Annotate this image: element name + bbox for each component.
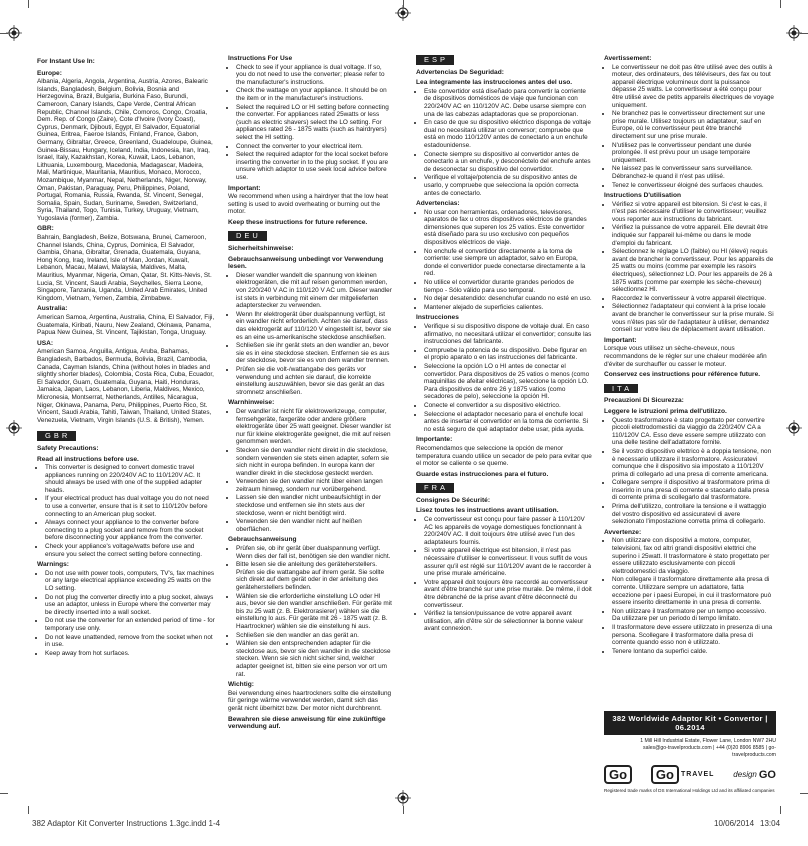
section-heading: Leggere le istruzioni prima dell'utilizzo. [604, 407, 727, 415]
list-item: • Tenere lontano da superfici calde. [612, 648, 774, 656]
trim-mark [28, 0, 29, 8]
list-item: • Verwenden sie den wandler nicht auf heißen oberflächen. [236, 518, 393, 533]
trademark-notice: Registered trade marks of DS International Holdings Ltd and its affiliated companies [604, 788, 775, 793]
language-label: DEU [228, 231, 267, 241]
list-item: • Le convertisseur ne doit pas être utilisé avec des outils à moteur, des ordinateurs, des téléviseurs, des fax ou tout appareil électrique volumineux dont la puissance dépasse 25 watts. Le convertisseur a été conçu pour être utilisé avec de petits appareils électriques de voyage uniquement. [612, 64, 774, 110]
design-go-logo [733, 769, 776, 781]
region-title: Europe: [37, 69, 62, 77]
list-item: • Prima dell'utilizzo, controllare la tensione e il wattaggio del vostro dispositivo ed assicuratevi di avere selezionato l'impostazione corretta prima di collegarlo. [612, 503, 774, 526]
list-item: • Conecte siempre su dispositivo al convertidor antes de conectarlo a un enchufe, y desconéctelo del enchufe antes de desconectar su dispositivo del convertidor. [424, 151, 592, 174]
bullet-list [604, 201, 774, 334]
list-item: • Do not use the converter for an extended period of time - for temporary use only. [45, 617, 215, 632]
list-item: • Se il vostro dispositivo elettrico è a doppia tensione, non è necessario utilizzare il trasformatore. Assicuratevi comunque che il dispositivo sia impostato a 110/120V prima di collegarlo ad una presa di corrente americana. [612, 448, 774, 478]
section-heading: Gebrauchsanweisung unbedingt vor Verwendung lesen. [228, 255, 384, 271]
list-item: • No enchufe el convertidor directamente a la toma de corriente: use siempre un adaptador, salvo en Europa, donde el convertidor puede conectarse directamente a la red. [424, 248, 592, 278]
trim-mark [28, 806, 29, 814]
region-countries: American Samoa, Anguilla, Antigua, Aruba, Bahamas, Bangladesh, Barbados, Bermuda, Bolivia, Brazil, Cambodia, Canada, Cayman Islands, China (without holes in blades and slightly shorter blades), Colombia, Costa Rica, Cuba, Ecuador, El Salvador, Guam, Guatemala, Guyana, Haiti, Honduras, Jamaica, Japan, Laos, Lebanon, Liberia, Maldives, Mexico, Micronesia, Montserrat, Netherlands, Antilles, Nicaragua, Niger, Okinawa, Panama, Peru, Philippines, Puerto Rico, St. Vincent, Saudi Arabia, Tahiti, Taiwan, Thailand, United States, Venezuela, Vietnam, Virgin Islands (U.S. & British), Yemen. [37, 348, 214, 424]
list-item: • Dieser wandler wandelt die spannung von kleinen elektrogeräten, die mit auf reisen genommen werden, von 220/240 V AC in 110/120 V AC um. Dieser wandler ist stets in verbindung mit einem der mitgelieferten adapterstecker zu verwenden. [236, 272, 393, 310]
list-item: • Do not use with power tools, computers, TV's, fax machines or any large electrical appliance exceeding 25 watts on the LO setting. [45, 570, 215, 593]
list-item: • Ne laissez pas le convertisseur sans surveillance. Débranchez-le quand il n'est pas utilisé. [612, 165, 774, 180]
section-heading: Read all instructions before use. [37, 455, 139, 463]
list-item: • Votre appareil doit toujours être raccordé au convertisseur avant d'être branché sur une prise murale. De même, il doit être débranché de la prise avant d'être déconnecté du convertisseur. [424, 579, 592, 609]
list-item: • Do not leave unattended, remove from the socket when not in use. [45, 634, 215, 649]
list-item: • Il trasformatore deve essere utilizzato in presenza di una persona. Scollegare il trasformatore dalla presa di corrente quando esso non è utilizzato. [612, 624, 774, 647]
region-countries: American Samoa, Argentina, Australia, China, El Salvador, Fiji, Guatemala, Kiribati, Nauru, New Zealand, Okinawa, Panama, Papua New Guinea, St. Vincent, Tajikistan, Tonga, Uruguay. [37, 314, 215, 337]
list-item: • Compruebe la potencia de su dispositivo. Debe figurar en el propio aparato o en las instrucciones del fabricante. [424, 347, 592, 362]
bullet-list [228, 64, 393, 182]
column-english-german [228, 55, 393, 732]
section-heading: Conservez ces instructions pour référence future. [604, 371, 761, 379]
language-label: GBR [37, 431, 76, 441]
product-banner: 382 Worldwide Adaptor Kit • Convertor | 06.2014 [604, 711, 776, 735]
list-item: • Prüfen sie, ob ihr gerät über dualspannung verfügt. Wenn dies der fall ist, benötigen sie den wandler nicht. [236, 545, 393, 560]
list-item: • Do not plug the converter directly into a plug socket, always use an adaptor, unless in Europe where the converter may be directly inserted into a wall socket. [45, 594, 215, 617]
trim-mark [403, 0, 404, 8]
bullet-list [37, 570, 215, 658]
bullet-list [416, 516, 592, 633]
travel-wordmark: TRAVEL [680, 771, 715, 778]
list-item: • Wählen sie die erforderliche einstellung LO oder HI aus, bevor sie den wandler anschließen. Für geräte mit bis zu 25 watt (z. B. Elektrorasierer) wählen sie die einstellung lo aus. Für geräte mit 26 - 1875 watt (z. B. Haartrockner) wählen sie die einstellung hi aus. [236, 593, 393, 631]
section-heading: Warnings: [37, 561, 69, 569]
list-item: • Non utilizzare il trasformatore per un tempo eccessivo. Da utilizzare per un periodo di tempo limitato. [612, 608, 774, 623]
list-item: • Si votre appareil électrique est bitension, il n'est pas nécessaire d'utiliser le convertisseur. Il vous suffit de vous assurer qu'il est réglé sur 110/120V avant de le raccorder à une prise murale américaine. [424, 547, 592, 577]
go-travel-logo [651, 765, 715, 784]
section-heading: Instructions For Use [228, 55, 293, 62]
list-item: • Check to see if your appliance is dual voltage. If so, you do not need to use the converter; please refer to the manufacturer's instructions. [236, 64, 393, 87]
bullet-list [37, 464, 215, 558]
list-item: • Check the wattage on your appliance. It should be on the item or in the manufacturer's instructions. [236, 87, 393, 102]
list-item: • Este convertidor está diseñado para convertir la corriente de dispositivos domésticos de viaje que funcionan con 220/240V AC en 110/120V AC. Debe usarse siempre con una de las cabezas adaptadoras que se proporcionan. [424, 88, 592, 118]
section-heading: Instrucciones [416, 314, 459, 322]
list-item: • Seleccione el adaptador necesario para el enchufe local antes de insertar el convertidor en la toma de corriente. Si no está seguro de qué adaptador debe usar, pida ayuda. [424, 411, 592, 434]
paragraph: Lorsque vous utilisez un sèche-cheveux, nous recommandons de le régler sur une chaleur modérée afin d'éviter de surchauffer ou casser le moteur. [604, 345, 767, 368]
section-heading: Precauzioni Di Sicurezza: [604, 397, 684, 405]
trim-mark [780, 0, 781, 8]
list-item: • Sélectionnez l'adaptateur qui convient à la prise locale avant de brancher le convertisseur sur la prise murale. Si vous n'êtes pas sûr de l'adaptateur à utiliser, demandez conseil sur votre lieu de déplacement avant utilisation. [612, 303, 774, 333]
product-info-block [604, 711, 776, 794]
section-heading: For Instant Use In: [37, 58, 95, 65]
region-title: Australia: [37, 305, 68, 313]
section-heading: Important: [228, 184, 261, 192]
list-item: • Always connect your appliance to the converter before connecting to a plug socket and remove from the socket before disconnecting your appliance from the converter. [45, 519, 215, 542]
list-item: • No utilice el convertidor durante grandes periodos de tiempo - Sólo válido para uso temporal. [424, 279, 592, 294]
file-slug: 382 Adaptor Kit Converter Instructions 1.3gc.indd 1-4 [32, 819, 221, 828]
list-item: • Verwenden sie den wandler nicht über einen langen zeitraum hinweg, sondern nur vorübergehend. [236, 478, 393, 493]
list-item: • Der wandler ist nicht für elektrowerkzeuge, computer, fernsehgeräte, faxgeräte oder andere größere elektrogeräte über 25 watt geeignet. Dieser wandler ist nur für kleine elektrogeräte geeignet, die mit auf reisen genommen werden. [236, 408, 393, 446]
list-item: • Non collegare il trasformatore direttamente alla presa di corrente. Utilizzare sempre un adattatore, fatta eccezione per i paesi Europei, in cui il trasformatore può essere inserito direttamente in una presa di corrente. [612, 576, 774, 606]
column-french-italian [604, 55, 774, 658]
bullet-list [228, 408, 393, 534]
list-item: • Questo trasformatore è stato progettato per convertire piccoli elettrodomestici da viaggio da 220/240V CA a 110/120V CA. Esso deve essere sempre utilizzato con una delle testine dell'adattatore fornite. [612, 417, 774, 447]
section-heading: Safety Precautions: [37, 444, 99, 452]
bullet-list [416, 88, 592, 197]
go-wordmark: GO [758, 768, 776, 781]
section-heading: Importante: [416, 436, 453, 444]
list-item: • No dejar desatendido: desenchufar cuando no esté en uso. [424, 295, 592, 303]
section-heading: Gebrauchsanweisung [228, 536, 297, 544]
list-item: • Wenn Ihr elektrogerät über dualspannung verfügt, ist ein wandler nicht erforderlich. Achten sie darauf, dass das elektrogerät auf 110/120 V eingestellt ist, bevor sie es an eine us-amerikanische steckdose anschließen. [236, 311, 393, 341]
paragraph: Bei verwendung eines haartrockners sollte die einstellung für geringe wärme verwendet werden, damit sich das gerät nicht überhitzt bzw. Der motor nicht durchbrennt. [228, 689, 392, 712]
registration-mark [6, 420, 22, 436]
list-item: • Keep away from hot surfaces. [45, 650, 215, 658]
list-item: • Vérifiez si votre appareil est bitension. Si c'est le cas, il n'est pas nécessaire d'utiliser le convertisseur; veuillez vous reporter aux instructions du fabricant. [612, 201, 774, 224]
list-item: • No usar con herramientas, ordenadores, televisores, aparatos de fax u otros dispositivos eléctricos de grandes dimensiones que superen los 25 vatios. Este convertidor está diseñado para su uso exclusivo con pequeños dispositivos eléctricos de viaje. [424, 209, 592, 247]
list-item: • Collegare sempre il dispositivo al trasformatore prima di inserirlo in una presa di corrente e staccarlo dalla presa di corrente prima di scollegarlo dal trasformatore. [612, 479, 774, 502]
registration-mark [395, 790, 411, 806]
section-heading: Guarde estas instrucciones para el futuro. [416, 470, 549, 478]
bullet-list [416, 209, 592, 312]
section-heading: Instructions D'utilisation [604, 192, 682, 200]
list-item: • Raccordez le convertisseur à votre appareil électrique. [612, 295, 774, 303]
bullet-list [416, 323, 592, 433]
print-date: 10/06/2014 [714, 819, 755, 828]
trim-mark [0, 33, 8, 34]
list-item: • Tenez le convertisseur éloigné des surfaces chaudes. [612, 182, 774, 190]
section-heading: Important: [604, 336, 637, 344]
list-item: • Check your appliance's voltage/watts before use and ensure you select the correct setting before connecting. [45, 543, 215, 558]
list-item: • Non utilizzare con dispositivi a motore, computer, televisioni, fax od altri grandi dispositivi elettrici che superino i 25watt. Il trasformatore è stato progettato per essere utilizzato esclusivamente con piccoli elettrodomestici da viaggio. [612, 537, 774, 575]
trim-mark [800, 793, 808, 794]
list-item: • Schließen sie den wandler an das gerät an. [236, 632, 393, 640]
design-wordmark: design [733, 770, 757, 779]
language-label: ESP [416, 55, 454, 65]
go-logo-mark: Go [651, 765, 679, 784]
trim-mark [800, 33, 808, 34]
list-item: • Vérifiez la puissance de votre appareil. Elle devrait être indiquée sur l'appareil lui-même ou dans le mode d'emploi du fabricant. [612, 224, 774, 247]
list-item: • Select the required adaptor for the local socket before inserting the converter in to the plug socket. If you are unsure which adaptor to use seek local advice before use. [236, 151, 393, 181]
registration-mark [786, 420, 802, 436]
list-item: • Select the required LO or HI setting before connecting the converter. For appliances rated 25watts or less (such as electric shavers) select the LO setting. For appliances rated 26 - 1875 watts (such as hairdryers) select the HI setting. [236, 104, 393, 142]
section-heading: Keep these instructions for future reference. [228, 218, 368, 226]
section-heading: Bewahren sie diese anweisung für eine zukünftige verwendung auf. [228, 715, 386, 731]
section-heading: Wichtig: [228, 681, 254, 689]
region-title: USA: [37, 339, 54, 347]
region-countries: Bahrain, Bangladesh, Belize, Botswana, Brunei, Cameroon, Channel Islands, China, Cyprus, Dominica, El Salvador, Gambia, Ghana, Gibraltar, Grenada, Guatemala, Guyana, Hong Kong, Iraq, Ireland, Isle of Man, Jordan, Kuwait, Lebanon, Macau, Malawi, Malaysia, Maldives, Malta, Mauritius, Myanmar, Nigeria, Oman, Qatar, St. Kitts-Nevis, St. Lucia, St. Vincent, Saudi Arabia, Seychelles, Sierra Leone, Singapore, Tanzania, Uganda, United Arab Emirates, United Kingdom, Vietnam, Yemen, Zambia, Zimbabwe. [37, 234, 212, 302]
list-item: • Lassen sie den wandler nicht unbeaufsichtigt in der steckdose und entfernen sie ihn stets aus der steckdose, wenn er nicht benötigt wird. [236, 494, 393, 517]
column-english [37, 58, 215, 660]
region-title: GBR: [37, 225, 54, 233]
registration-mark [6, 25, 22, 41]
list-item: • Bitte lesen sie die anleitung des geräteherstellers. Prüfen sie die wattangabe auf ihrem gerät. Sie sollte sich direkt auf dem gerät oder in der anleitung des geräteherstellers befinden. [236, 561, 393, 591]
list-item: • En caso de que su dispositivo eléctrico disponga de voltaje dual no necesitará utilizar un conversor; compruebe que está en modo 110/120V antes de conectarlo a un enchufe estadounidense. [424, 119, 592, 149]
section-heading: Avertissement: [604, 55, 652, 62]
paragraph: We recommend when using a hairdryer that the low heat setting is used to avoid overheating or burning out the motor. [228, 193, 389, 216]
list-item: • If your electrical product has dual voltage you do not need to use a converter, ensure that is it set to 110/120v before connecting to an American plug socket. [45, 495, 215, 518]
trim-mark [403, 806, 404, 814]
list-item: • Verifique si su dispositivo dispone de voltaje dual. En caso afirmativo, no necesitará utilizar el convertidor; consulte las instrucciones del fabricante. [424, 323, 592, 346]
company-address: 1 Mill Hill Industrial Estate, Flower Lane, London NW7 2HU [640, 738, 776, 744]
paragraph: Recomendamos que seleccione la opción de menor temperatura cuando utilice un secador de pelo para evitar que el motor se caliente o se queme. [416, 444, 592, 468]
list-item: • Vérifiez la tension/puissance de votre appareil avant utilisation, afin d'être sûr de sélectionner la bonne valeur avant connexion. [424, 610, 592, 633]
section-heading: Lisez toutes les instructions avant utilisation. [416, 507, 559, 515]
section-heading: Lea íntegramente las instrucciones antes del uso. [416, 79, 573, 87]
brand-logos [604, 765, 776, 784]
list-item: • Schließen sie ihr gerät stets an den wandler an, bevor sie es in eine steckdose stecken. Entfernen sie es aus der steckdose, bevor sie es von dem wandler trennen. [236, 342, 393, 365]
section-heading: Avvertenze: [604, 528, 642, 536]
bullet-list [228, 272, 393, 397]
list-item: • Ne branchez pas le convertisseur directement sur une prise murale. Utilisez toujours un adaptateur, sauf en Europe, où le convertisseur peut être branché directement sur une prise murale. [612, 110, 774, 140]
company-contact: sales@go-travelproducts.com | +44 (0)20 8906 8585 | go-travelproducts.com [643, 745, 776, 758]
list-item: • Ce convertisseur est conçu pour faire passer à 110/120V AC les appareils de voyage domestiques fonctionnant à 220/240V AC. Il doit toujours être utilisé avec l'un des adaptateurs fournis. [424, 516, 592, 546]
section-heading: Warnhinweise: [228, 399, 275, 407]
bullet-list [228, 545, 393, 678]
list-item: • Conecte el convertidor a su dispositivo eléctrico. [424, 402, 592, 410]
trim-mark [780, 806, 781, 814]
region-countries: Albania, Algeria, Angola, Argentina, Austria, Azores, Balearic Islands, Bangladesh, Belgium, Bolivia, Bosnia and Herzegovina, Brazil, Bulgaria, Burkina Faso, Burundi, Cameroon, Canary Islands, Cape Verde, Central African Republic, Channel Islands, Chile, Comoros, Congo, Croatia, Dem. Rep. of Congo (Zaire), Cote d'Ivoire (Ivory Coast), Cyprus, Denmark, Djibouti, Egypt, El Salvador, Equatorial Guinea, Eritrea, Faeroe Islands, Finland, France, Gabon, Germany, Gibraltar, Greece, Greenland, Guadeloupe, Guinea, Guinea-Bissau, Hungary, Iceland, India, Indonesia, Iran, Iraq, Israel, Italy, Kazakhstan, Korea, Kuwait, Laos, Lebanon, Lithuania, Luxembourg, Macedonia, Madagascar, Madeira, Mali, Martinique, Mauritania, Mauritius, Monaco, Morocco, Mozambique, Myanmar, Nepal, Netherlands, Niger, Norway, Oman, Pakistan, Paraguay, Peru, Philippines, Poland, Portugal, Romania, Russia, Rwanda, St. Vincent, Senegal, Somalia, Spain, Sudan, Suriname, Sweden, Switzerland, Syria, Thailand, Togo, Tunisia, Turkey, Uruguay, Vietnam, Yugoslavia (former), Zambia. [37, 78, 213, 222]
language-label: ITA [604, 384, 638, 394]
section-heading: Advertencias: [416, 200, 460, 208]
go-logo: Go [604, 765, 632, 784]
list-item: • Connect the converter to your electrical item. [236, 143, 393, 151]
language-label: FRA [416, 483, 454, 493]
trim-mark [0, 793, 8, 794]
list-item: • N'utilisez pas le convertisseur pendant une durée prolongée. Il est prévu pour un usage temporaire uniquement. [612, 142, 774, 165]
bullet-list [604, 537, 774, 655]
list-item: • Wählen sie den entsprechenden adapter für die steckdose aus, bevor sie den wandler in die steckdose stecken. Wenn sie sich nicht sicher sind, welcher adapter geeignet ist, bitten sie eine person vor ort um rat. [236, 640, 393, 678]
section-heading: Consignes De Sécurité: [416, 496, 491, 504]
section-heading: Advertencias De Seguridad: [416, 68, 504, 76]
list-item: • Prüfen sie die volt-/wattangabe des geräts vor verwendung und achten sie darauf, die korrekte einstellung auszuwählen, bevor sie das gerät an das stromnetz anschließen. [236, 366, 393, 396]
bullet-list [604, 417, 774, 526]
print-time: 13:04 [760, 819, 781, 828]
list-item: • Stecken sie den wandler nicht direkt in die steckdose, sondern verwenden sie stets einen adapter, sofern sie sich nicht in europa befinden. In europa kann der wandler direkt in die steckdose gesteckt werden. [236, 447, 393, 477]
column-spanish-french [416, 55, 592, 636]
list-item: • Mantener alejado de superficies calientes. [424, 304, 592, 312]
list-item: • Seleccione la opción LO o HI antes de conectar el convertidor. Para dispositivos de 25 vatios o menos (como maquinillas de afeitar eléctricas), seleccione la opción LO. Para dispositivos de entre 26 y 1875 vatios (como secadores de pelo), seleccione la opción HI. [424, 363, 592, 401]
section-heading: Sicherheitshinweise: [228, 245, 294, 253]
list-item: • Verifique el voltaje/potencia de su dispositivo antes de usarlo, y compruebe que selecciona la opción correcta antes de conectarlo. [424, 174, 592, 197]
list-item: • This converter is designed to convert domestic travel appliances running on 220/240V AC to 110/120V AC. It should always be used with one of the supplied adapter heads. [45, 464, 215, 494]
bullet-list [604, 64, 774, 190]
list-item: • Sélectionnez le réglage LO (faible) ou HI (élevé) requis avant de brancher le convertisseur. Pour les appareils de 25 watts ou moins (comme par exemple les rasoirs électriques), sélectionnez LO. Pour les appareils de 26 à 1875 watts (comme par exemple les sèche-cheveux) sélectionnez HI. [612, 248, 774, 294]
